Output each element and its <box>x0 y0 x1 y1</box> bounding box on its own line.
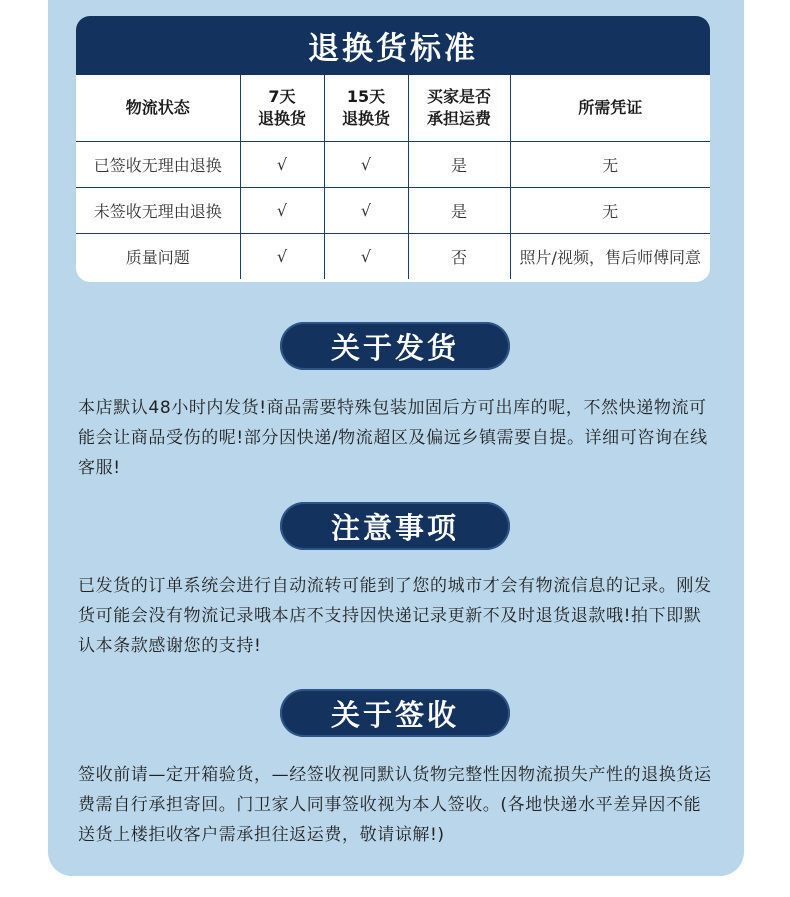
table-row <box>76 188 710 234</box>
section-heading-shipping: 关于发货 <box>280 322 510 370</box>
return-standard-table-card <box>76 16 710 282</box>
table-row <box>76 234 710 280</box>
cell-seven-day: √ <box>240 142 324 188</box>
cell-fifteen-day: √ <box>324 142 408 188</box>
cell-buyer-shipping: 是 <box>408 142 510 188</box>
header-proof: 所需凭证 <box>510 75 710 142</box>
cell-proof: 无 <box>510 142 710 188</box>
section-text-shipping: 本店默认48小时内发货!商品需要特殊包装加固后方可出库的呢，不然快递物流可能会让商品受伤的呢!部分因快递/物流超区及偏远乡镇需要自提。详细可咨询在线客服! <box>78 398 708 478</box>
header-buyer-shipping: 买家是否 承担运费 <box>408 75 510 142</box>
section-text-receipt: 签收前请—定开箱验货，—经签收视同默认货物完整性因物流损失产性的退换货运费需自行承担寄回。门卫家人同事签收视为本人签收。(各地快递水平差异因不能送货上楼拒收客户需承担往返运费，敬请谅解!) <box>78 765 712 845</box>
table-row <box>76 142 710 188</box>
cell-buyer-shipping: 否 <box>408 234 510 280</box>
cell-seven-day: √ <box>240 188 324 234</box>
cell-fifteen-day: √ <box>324 188 408 234</box>
table-header-row <box>76 75 710 142</box>
table-title: 退换货标准 <box>76 16 710 75</box>
section-heading-receipt: 关于签收 <box>280 689 510 737</box>
cell-status: 质量问题 <box>76 234 240 280</box>
header-fifteen-day: 15天 退换货 <box>324 75 408 142</box>
header-logistics-status: 物流状态 <box>76 75 240 142</box>
cell-buyer-shipping: 是 <box>408 188 510 234</box>
section-heading-notice: 注意事项 <box>280 502 510 550</box>
cell-seven-day: √ <box>240 234 324 280</box>
cell-proof: 照片/视频，售后师傅同意 <box>519 248 701 267</box>
cell-status: 已签收无理由退换 <box>76 142 240 188</box>
header-seven-day: 7天 退换货 <box>240 75 324 142</box>
cell-status: 未签收无理由退换 <box>76 188 240 234</box>
cell-fifteen-day: √ <box>324 234 408 280</box>
cell-proof: 无 <box>510 188 710 234</box>
section-text-notice: 已发货的订单系统会进行自动流转可能到了您的城市才会有物流信息的记录。刚发货可能会没有物流记录哦本店不支持因快递记录更新不及时退货退款哦!拍下即默认本条款感谢您的支持! <box>78 576 712 656</box>
return-standard-table <box>76 75 710 279</box>
